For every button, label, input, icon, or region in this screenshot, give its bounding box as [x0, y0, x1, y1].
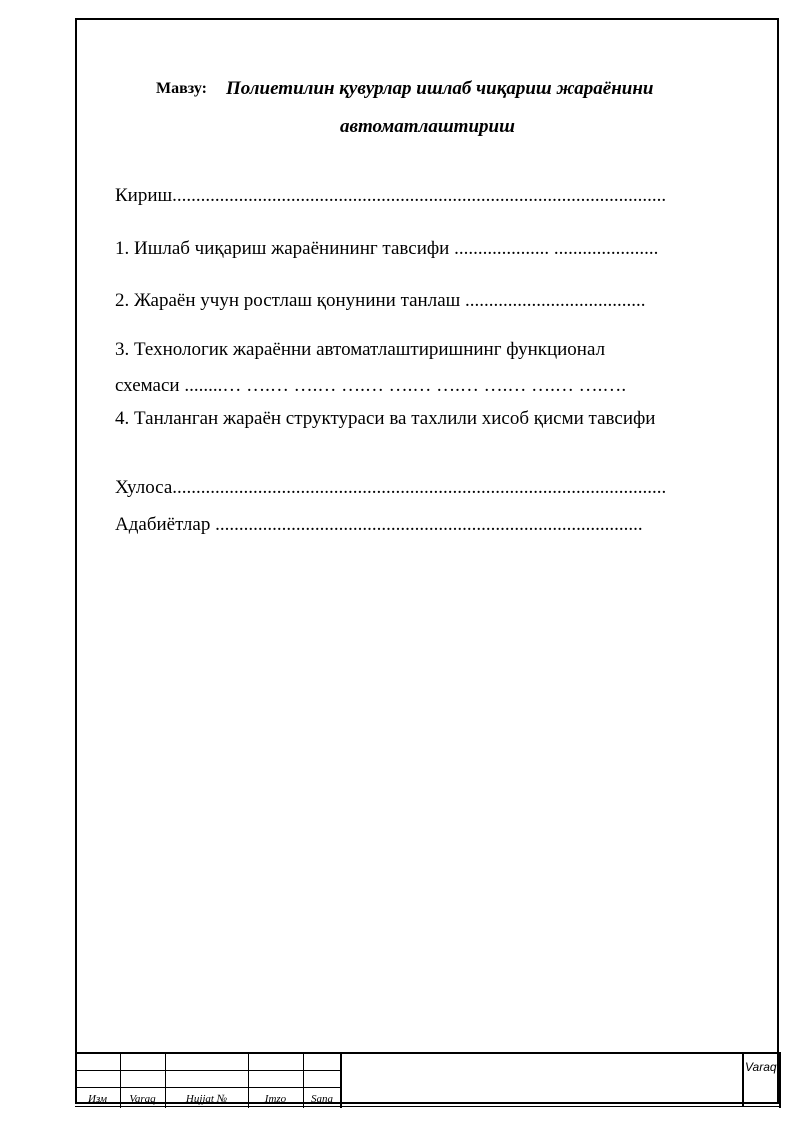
topic-title-line-2: автоматлаштириш [340, 116, 515, 137]
topic-title-line-1: Полиетилин қувурлар ишлаб чиқариш жараёнини [226, 78, 654, 99]
stamp-label-sana: Sana [311, 1093, 333, 1105]
toc-item-3-line-2: схемаси ........… ….… ….… ….… ….… ….… ….… ….… ….…. [115, 375, 627, 396]
toc-item-3-line-1: 3. Технологик жараённи автоматлаштиришнинг функционал [115, 339, 606, 360]
stamp-label-imzo: Imzo [264, 1093, 287, 1105]
toc-intro: Кириш........................................................................................................ [115, 185, 667, 206]
title-block-stamp [75, 1052, 781, 1106]
topic-label: Мавзу: [156, 80, 207, 97]
toc-references: Адабиётлар .......................................................................................... [115, 514, 643, 535]
page-frame [75, 18, 779, 1104]
toc-item-1: 1. Ишлаб чиқариш жараёнининг тавсифи .................... ...................... [115, 238, 659, 259]
stamp-label-hujjat: Hujjat № [185, 1093, 228, 1105]
toc-item-4: 4. Танланган жараён структураси ва тахлили хисоб қисми тавсифи [115, 408, 656, 429]
toc-conclusion: Хулоса........................................................................................................ [115, 477, 667, 498]
stamp-label-izm: Изм [88, 1093, 107, 1105]
stamp-label-varaq: Varaq [129, 1093, 156, 1105]
stamp-corner-varaq: Varaq [745, 1060, 777, 1074]
toc-item-2: 2. Жараён учун ростлаш қонунини танлаш ...................................... [115, 290, 646, 311]
